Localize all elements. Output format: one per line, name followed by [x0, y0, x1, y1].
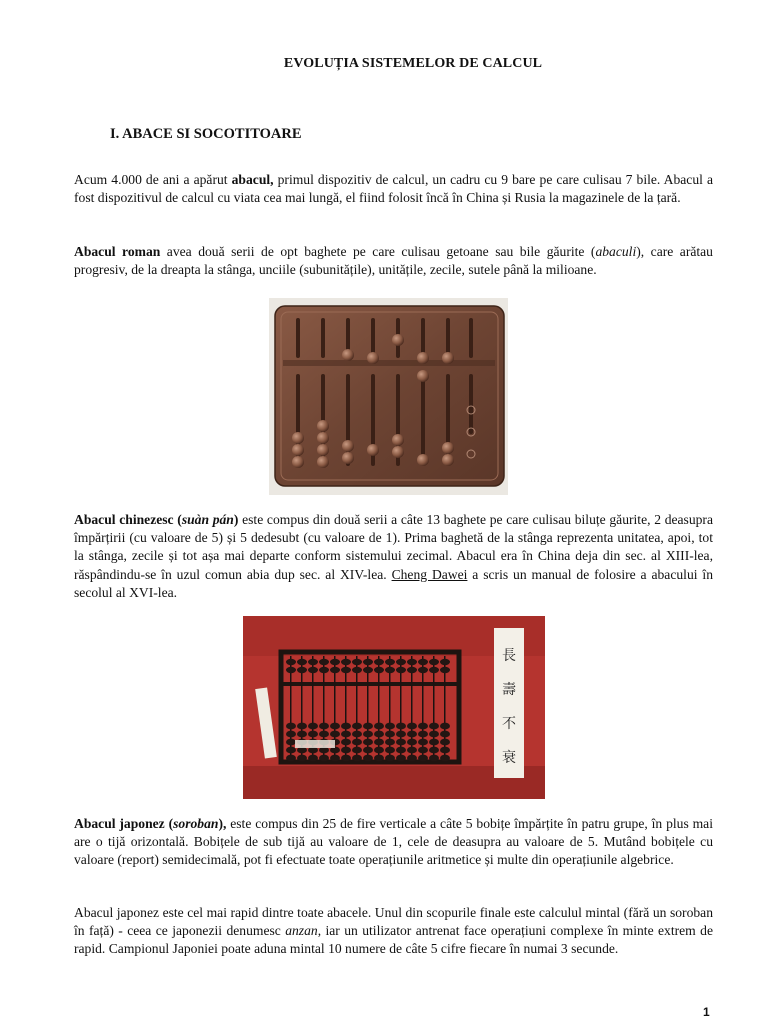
bold-italic-term: soroban — [173, 816, 219, 831]
paragraph-chinese-abacus — [74, 511, 713, 602]
text: avea două serii de opt baghete pe care culisau getoane sau bile găurite ( — [160, 244, 596, 259]
text: este compus din două serii a câte 13 baghete pe care culisau biluțe găurite, 2 deasupra împărțirii (cu valoare de 5) și 5 dedesubt (cu valoare de 1). Prima baghetă de la stânga reprezenta unitatea, apoi, tot la stânga, zecile și tot așa mai departe conform sistemului zecimal. Abacul era în China deja din sec. al XIII-lea, răspândindu-se în uzul comun abia dup sec. al XIV-lea. — [74, 512, 713, 582]
text: a scris un manual de folosire a abacului în secolul al XVI-lea. — [74, 566, 713, 600]
italic-term: abaculi — [595, 244, 637, 259]
section-title: I. ABACE SI SOCOTITOARE — [110, 126, 302, 142]
paragraph-roman-abacus — [74, 243, 713, 279]
bold-term: Abacul chinezesc ( — [74, 512, 182, 527]
text: ), care arătau progresiv, de la dreapta la stânga, unciile (subunitățile), unitățile, zecile, sutele până la milioane. — [74, 244, 713, 278]
text: primul dispozitiv de calcul, un cadru cu 9 bare pe care culisau 7 bile. Abacul a fost dispozitivul de calcul cu viata cea mai lungă, el fiind folosit încă în China și Rusia la magazinele de la țară. — [74, 172, 713, 206]
roman-abacus-photo — [269, 298, 508, 495]
text: Abacul japonez este cel mai rapid dintre toate abacele. Unul din scopurile finale este calculul mintal (fără un soroban în față) - ceea ce japonezii denumesc — [74, 905, 713, 939]
bold-term: ), — [218, 816, 227, 831]
paragraph-japanese-abacus — [74, 815, 713, 870]
paragraph-intro — [74, 171, 713, 207]
bold-italic-term: suàn pán — [181, 512, 234, 527]
bold-term: abacul, — [231, 172, 274, 187]
italic-term: anzan — [285, 923, 318, 939]
document-title: EVOLUȚIA SISTEMELOR DE CALCUL — [283, 56, 543, 71]
roman-abacus-image — [269, 298, 508, 495]
bold-term: Abacul japonez ( — [74, 816, 174, 831]
banner-char: 不 — [502, 716, 516, 732]
chinese-abacus-photo — [243, 616, 545, 799]
bold-term: Abacul roman — [74, 244, 161, 259]
cheng-dawei-link[interactable]: Cheng Dawei — [391, 566, 468, 582]
text: , iar un utilizator antrenat face operațiuni complexe în minte extrem de rapid. Campionul Japoniei poate aduna mintal 10 numere de câte 5 cifre fiecare în numai 3 secunde. — [74, 923, 713, 957]
page-number: 1 — [703, 1005, 710, 1019]
banner-char: 衰 — [502, 750, 516, 766]
banner-char: 壽 — [502, 682, 516, 698]
text: este compus din 25 de fire verticale a câte 5 bobițe împărțite în patru grupe, în plus mai are o tijă orizontală. Bobițele de sub tijă au valoare de 1, cele de deasupra au valoare de 5. Mutând bobițele cu valoare (report) semidecimală, pot fi efectuate toate operațiunile aritmetice și multe din operațiunile algebrice. — [74, 816, 713, 868]
banner-char: 長 — [502, 648, 516, 664]
bold-term: ) — [233, 512, 239, 527]
text: Acum 4.000 de ani a apărut — [74, 172, 232, 187]
paragraph-soroban-speed — [74, 904, 713, 959]
chinese-abacus-image — [243, 616, 545, 799]
